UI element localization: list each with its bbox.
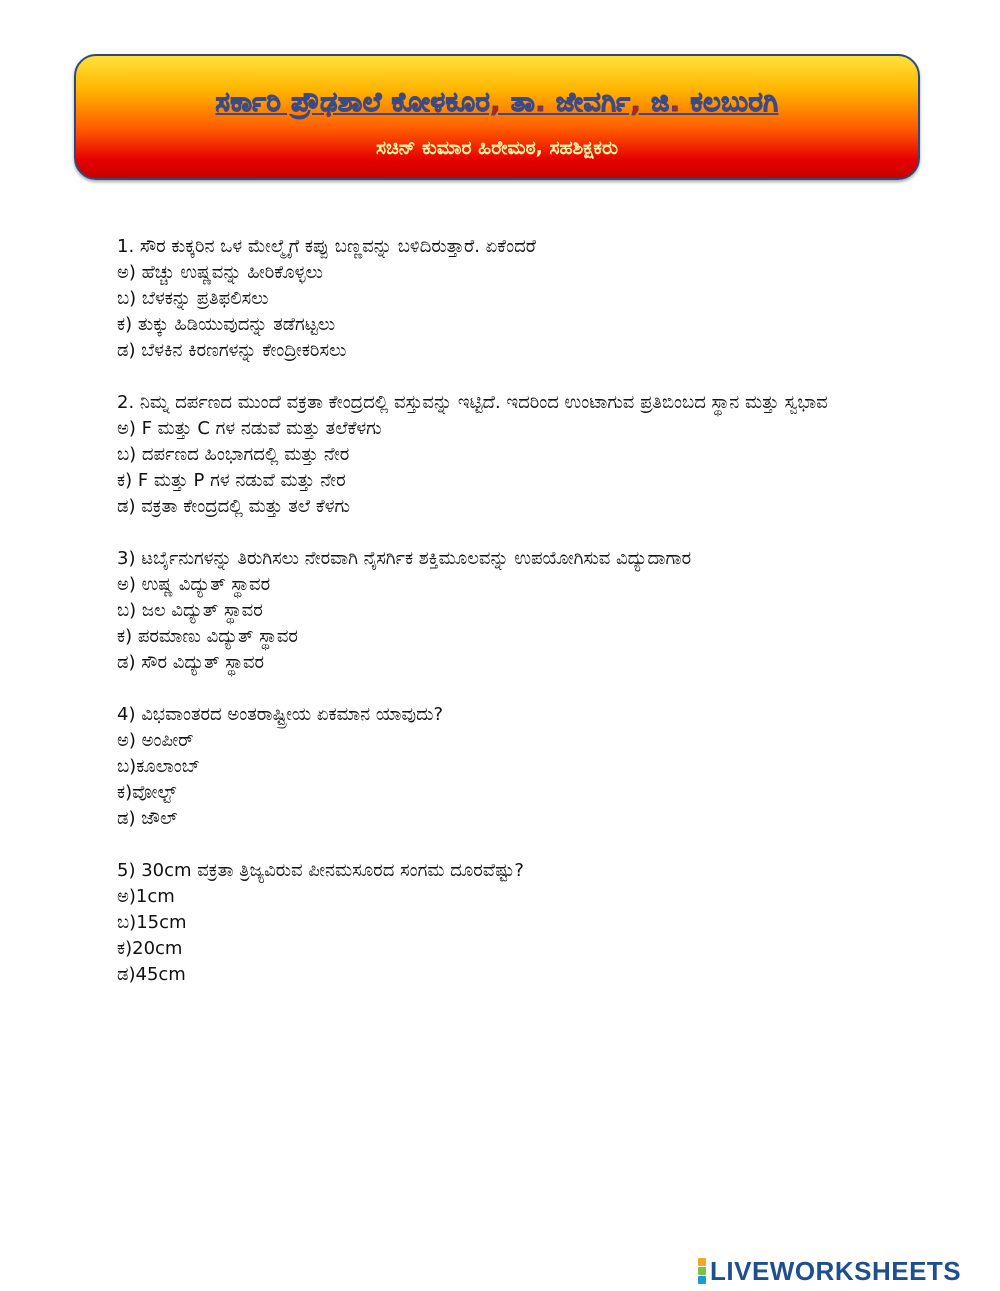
teacher-name: ಸಚಿನ್ ಕುಮಾರ ಹಿರೇಮಠ, ಸಹಶಿಕ್ಷಕರು [375, 137, 619, 159]
school-title: ಸರ್ಕಾರಿ ಪ್ರೌಢಶಾಲೆ ಕೋಳಕೂರ, ತಾ. ಜೇವರ್ಗಿ, ಜಿ. ಕಲಬುರಗಿ [215, 87, 779, 118]
option-c[interactable]: ಕ) ತುಕ್ಕು ಹಿಡಿಯುವುದನ್ನು ತಡೆಗಟ್ಟಲು [117, 314, 336, 335]
option-a[interactable]: ಅ) F ಮತ್ತು C ಗಳ ನಡುವೆ ಮತ್ತು ತಲೆಕೆಳಗು [117, 418, 382, 439]
header-banner [74, 54, 920, 180]
question-text: 4) ವಿಭವಾಂತರದ ಅಂತರಾಷ್ಟ್ರೀಯ ಏಕಮಾನ ಯಾವುದು? [117, 704, 444, 725]
option-d[interactable]: ಡ) ವಕ್ರತಾ ಕೇಂದ್ರದಲ್ಲಿ ಮತ್ತು ತಲೆ ಕೆಳಗು [117, 496, 350, 517]
option-d[interactable]: ಡ) ಬೆಳಕಿನ ಕಿರಣಗಳನ್ನು ಕೇಂದ್ರೀಕರಿಸಲು [117, 340, 347, 361]
option-b[interactable]: ಬ) ಜಲ ವಿದ್ಯುತ್ ಸ್ಥಾವರ [117, 600, 263, 621]
logo-block [698, 1276, 706, 1284]
option-b[interactable]: ಬ)ಕೂಲಾಂಬ್ [117, 756, 200, 777]
question-list [117, 234, 917, 1014]
logo-blocks-icon [698, 1258, 706, 1284]
option-c[interactable]: ಕ) F ಮತ್ತು P ಗಳ ನಡುವೆ ಮತ್ತು ನೇರ [117, 470, 346, 491]
option-c[interactable]: ಕ) ಪರಮಾಣು ವಿದ್ಯುತ್ ಸ್ಥಾವರ [117, 626, 298, 647]
question-text: 2. ನಿಮ್ನ ದರ್ಪಣದ ಮುಂದೆ ವಕ್ರತಾ ಕೇಂದ್ರದಲ್ಲಿ ವಸ್ತುವನ್ನು ಇಟ್ಟಿದೆ. ಇದರಿಂದ ಉಂಟಾಗುವ ಪ್ರತಿಬಿಂಬದ ಸ್ಥಾನ ಮತ್ತು ಸ್ವಭಾವ [117, 392, 828, 413]
option-d[interactable]: ಡ) ಜೌಲ್ [117, 808, 178, 829]
option-d[interactable]: ಡ)45cm [117, 964, 186, 985]
option-b[interactable]: ಬ) ಬೆಳಕನ್ನು ಪ್ರತಿಫಲಿಸಲು [117, 288, 269, 309]
option-a[interactable]: ಅ)1cm [117, 886, 175, 907]
question-1 [117, 234, 917, 364]
logo-block [698, 1258, 706, 1266]
question-2 [117, 390, 917, 520]
option-a[interactable]: ಅ) ಹೆಚ್ಚು ಉಷ್ಣವನ್ನು ಹೀರಿಕೊಳ್ಳಲು [117, 262, 323, 283]
option-b[interactable]: ಬ)15cm [117, 912, 187, 933]
question-5 [117, 858, 917, 988]
option-b[interactable]: ಬ) ದರ್ಪಣದ ಹಿಂಭಾಗದಲ್ಲಿ ಮತ್ತು ನೇರ [117, 444, 350, 465]
option-a[interactable]: ಅ) ಅಂಪೀರ್ [117, 730, 194, 751]
liveworksheets-logo[interactable] [698, 1254, 961, 1288]
question-text: 3) ಟರ್ಬೈನುಗಳನ್ನು ತಿರುಗಿಸಲು ನೇರವಾಗಿ ನೈಸರ್ಗಿಕ ಶಕ್ತಿಮೂಲವನ್ನು ಉಪಯೋಗಿಸುವ ವಿದ್ಯುದಾಗಾರ [117, 548, 692, 569]
logo-block [698, 1267, 706, 1275]
question-text: 1. ಸೌರ ಕುಕ್ಕರಿನ ಒಳ ಮೇಲ್ಮೈಗೆ ಕಪ್ಪು ಬಣ್ಣವನ್ನು ಬಳಿದಿರುತ್ತಾರೆ. ಏಕೆಂದರೆ [117, 236, 536, 257]
option-c[interactable]: ಕ)20cm [117, 938, 183, 959]
option-c[interactable]: ಕ)ವೋಲ್ಟ್ [117, 782, 177, 803]
option-d[interactable]: ಡ) ಸೌರ ವಿದ್ಯುತ್ ಸ್ಥಾವರ [117, 652, 265, 673]
logo-text: LIVEWORKSHEETS [710, 1255, 962, 1286]
question-text: 5) 30cm ವಕ್ರತಾ ತ್ರಿಜ್ಯವಿರುವ ಪೀನಮಸೂರದ ಸಂಗಮ ದೂರವೆಷ್ಟು? [117, 860, 524, 881]
question-4 [117, 702, 917, 832]
option-a[interactable]: ಅ) ಉಷ್ಣ ವಿದ್ಯುತ್ ಸ್ಥಾವರ [117, 574, 271, 595]
question-3 [117, 546, 917, 676]
